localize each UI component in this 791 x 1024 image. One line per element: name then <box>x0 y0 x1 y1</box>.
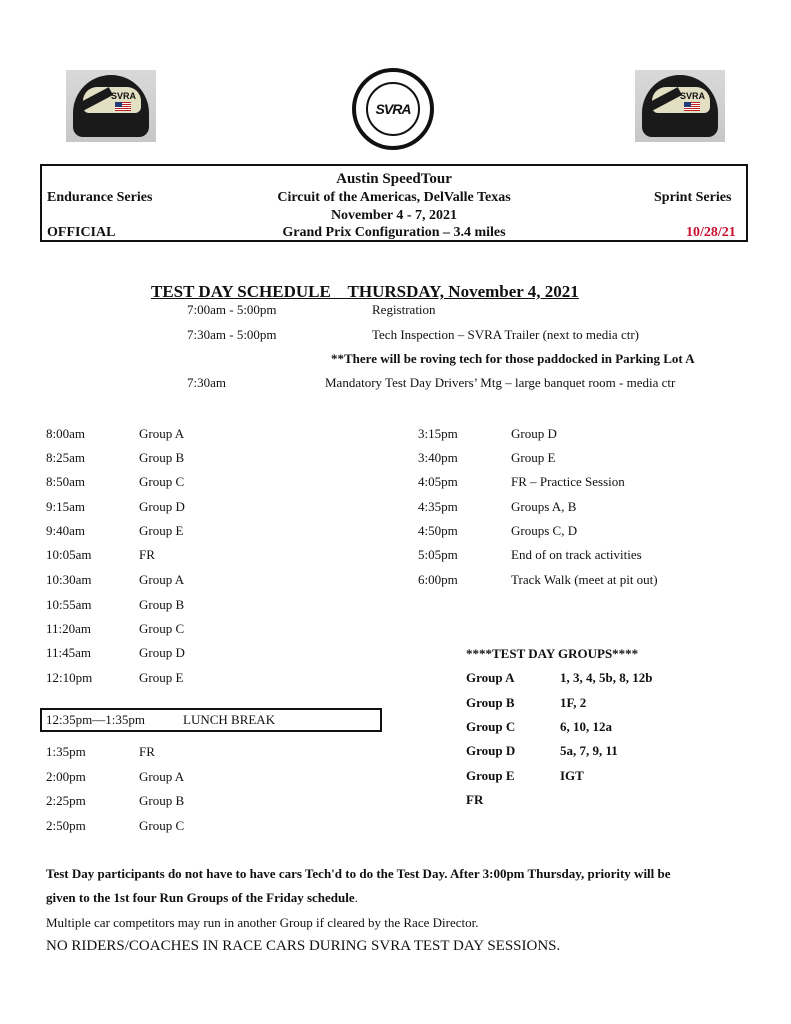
schedule-group: Group E <box>511 450 556 465</box>
revision-date: 10/28/21 <box>686 225 736 240</box>
test-group-name: Group A <box>466 670 515 685</box>
endurance-series-label: Endurance Series <box>47 190 153 205</box>
pre-event-desc: Registration <box>372 302 436 317</box>
schedule-time: 2:50pm <box>46 818 86 833</box>
schedule-group: Group E <box>139 523 184 538</box>
schedule-time: 11:45am <box>46 645 92 660</box>
lunch-label: LUNCH BREAK <box>183 712 276 727</box>
pre-event-desc: Tech Inspection – SVRA Trailer (next to media ctr) <box>372 327 639 342</box>
schedule-group: Group D <box>139 645 185 660</box>
test-group-classes: 5a, 7, 9, 11 <box>560 743 618 758</box>
right-logo <box>635 70 725 142</box>
schedule-time: 8:25am <box>46 450 85 465</box>
event-dates: November 4 - 7, 2021 <box>330 208 458 223</box>
test-group-name: Group E <box>466 768 515 783</box>
venue: Circuit of the Americas, DelValle Texas <box>277 190 511 205</box>
pre-event-time: 7:30am <box>187 375 226 390</box>
pre-event-time: 7:00am - 5:00pm <box>187 302 277 317</box>
schedule-time: 8:00am <box>46 426 85 441</box>
schedule-time: 10:05am <box>46 547 92 562</box>
sprint-series-label: Sprint Series <box>654 190 732 205</box>
tech-note-line2: given to the 1st four Run Groups of the Friday schedule. <box>46 890 358 905</box>
test-group-name: Group C <box>466 719 516 734</box>
schedule-group: Group B <box>139 450 185 465</box>
schedule-time: 10:30am <box>46 572 92 587</box>
helmet-logo-icon: SVRA <box>73 75 149 137</box>
pre-event-desc: Mandatory Test Day Drivers’ Mtg – large banquet room - media ctr <box>325 375 676 390</box>
schedule-time: 8:50am <box>46 474 85 489</box>
pre-event-time: 7:30am - 5:00pm <box>187 327 277 342</box>
test-group-name: Group D <box>466 743 516 758</box>
tech-note-line1: Test Day participants do not have to have cars Tech'd to do the Test Day. After 3:00pm Thursday, priority will be <box>46 866 671 881</box>
us-flag-icon <box>684 102 700 111</box>
schedule-group: Group E <box>139 670 184 685</box>
schedule-group: Group A <box>139 572 185 587</box>
schedule-time: 6:00pm <box>418 572 458 587</box>
test-group-classes: 6, 10, 12a <box>560 719 612 734</box>
test-group-classes: 1, 3, 4, 5b, 8, 12b <box>560 670 653 685</box>
schedule-time: 9:40am <box>46 523 85 538</box>
test-group-classes: 1F, 2 <box>560 695 587 710</box>
schedule-time: 2:00pm <box>46 769 86 784</box>
schedule-group: Group D <box>139 499 185 514</box>
roving-tech-note: **There will be roving tech for those paddocked in Parking Lot A <box>331 351 695 366</box>
schedule-group: Groups C, D <box>511 523 578 538</box>
multiple-car-note: Multiple car competitors may run in another Group if cleared by the Race Director. <box>46 915 479 930</box>
schedule-title: TEST DAY SCHEDULE THURSDAY, November 4, 2021 <box>151 282 579 301</box>
schedule-group: Groups A, B <box>511 499 577 514</box>
schedule-group: Group C <box>139 474 185 489</box>
lunch-time: 12:35pm—1:35pm <box>46 712 145 727</box>
schedule-time: 4:50pm <box>418 523 458 538</box>
schedule-time: 10:55am <box>46 597 92 612</box>
no-riders-note: NO RIDERS/COACHES IN RACE CARS DURING SVRA TEST DAY SESSIONS. <box>46 938 561 954</box>
schedule-time: 5:05pm <box>418 547 458 562</box>
schedule-time: 2:25pm <box>46 793 86 808</box>
track-configuration: Grand Prix Configuration – 3.4 miles <box>282 225 506 240</box>
schedule-group: Group C <box>139 621 185 636</box>
schedule-group: Group B <box>139 597 185 612</box>
test-group-classes: IGT <box>560 768 584 783</box>
schedule-time: 3:15pm <box>418 426 458 441</box>
svra-seal: SVRA <box>352 68 434 150</box>
schedule-time: 12:10pm <box>46 670 93 685</box>
event-title: Austin SpeedTour <box>336 171 452 187</box>
schedule-group: FR <box>139 744 155 759</box>
schedule-group: Track Walk (meet at pit out) <box>511 572 658 587</box>
schedule-time: 11:20am <box>46 621 92 636</box>
helmet-logo-icon: SVRA <box>642 75 718 137</box>
schedule-group: Group B <box>139 793 185 808</box>
schedule-group: End of on track activities <box>511 547 642 562</box>
schedule-time: 3:40pm <box>418 450 458 465</box>
us-flag-icon <box>115 102 131 111</box>
schedule-group: Group C <box>139 818 185 833</box>
schedule-group: FR – Practice Session <box>511 474 625 489</box>
schedule-time: 4:05pm <box>418 474 458 489</box>
test-group-name: FR <box>466 792 484 807</box>
test-groups-title: ****TEST DAY GROUPS**** <box>466 646 639 661</box>
schedule-group: Group A <box>139 769 185 784</box>
schedule-time: 1:35pm <box>46 744 86 759</box>
left-logo <box>66 70 156 142</box>
test-group-name: Group B <box>466 695 515 710</box>
official-label: OFFICIAL <box>47 225 116 240</box>
schedule-group: Group D <box>511 426 557 441</box>
schedule-group: FR <box>139 547 155 562</box>
schedule-time: 4:35pm <box>418 499 458 514</box>
schedule-group: Group A <box>139 426 185 441</box>
schedule-time: 9:15am <box>46 499 85 514</box>
